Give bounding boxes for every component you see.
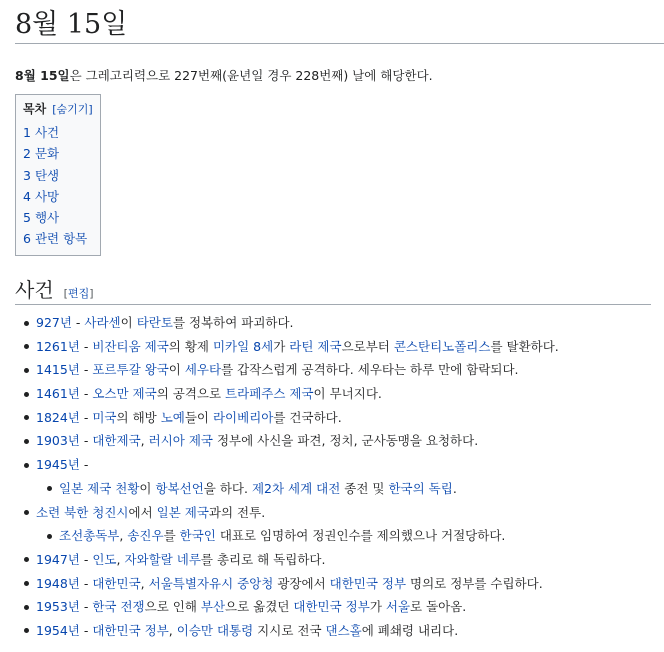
toc-item[interactable] (23, 143, 93, 164)
wiki-link[interactable]: 대한민국 정부 (92, 622, 169, 638)
toc-header (23, 100, 93, 118)
section-title: 사건 (15, 278, 54, 302)
event-text: 로 돌아옴. (410, 599, 467, 615)
wiki-link[interactable]: 미국 (92, 409, 117, 425)
wiki-link[interactable]: 1903년 (36, 433, 80, 449)
toc-item-number: 2 (23, 146, 31, 162)
toc-item-number: 5 (23, 210, 31, 226)
event-text: 이 (120, 315, 137, 330)
wiki-link[interactable]: 1415년 (36, 362, 80, 378)
event-text: 의 해방 (116, 409, 161, 425)
toc-item-link[interactable]: 행사 (34, 210, 60, 226)
list-item (15, 595, 664, 619)
event-text: 의 공격으로 (156, 386, 226, 402)
event-text: 대표로 임명하여 정권인수를 제의했으나 거절당하다. (215, 528, 506, 544)
event-text: 광장에서 (273, 575, 330, 591)
event-text: 들이 (184, 409, 213, 425)
toc-item[interactable] (23, 122, 93, 143)
toc-title: 목차 (23, 102, 47, 116)
event-text: , (116, 551, 125, 567)
intro-bold-term: 8월 15일 (15, 68, 70, 83)
event-text: - (79, 551, 93, 567)
event-text: - (79, 409, 93, 425)
event-text: 으로 인해 (144, 599, 201, 615)
section-heading-events (15, 276, 651, 305)
event-text: , (168, 622, 177, 638)
wiki-link[interactable]: 대한민국 (92, 575, 141, 591)
event-text: , (140, 575, 149, 591)
wiki-link[interactable]: 조선총독부 (59, 528, 120, 544)
toc-item-number: 6 (23, 231, 31, 247)
event-text: 종전 및 (340, 480, 389, 496)
toc-item-link[interactable]: 사망 (34, 188, 60, 204)
wiki-link[interactable]: 서울특별자유시 (148, 575, 234, 591)
wiki-link[interactable]: 대통령 (216, 622, 254, 638)
wiki-link[interactable]: 1261년 (36, 338, 80, 354)
event-text: 이 (168, 362, 185, 378)
list-item (15, 453, 664, 477)
toc-item-number: 1 (23, 125, 31, 140)
list-item (15, 619, 664, 643)
event-text: - (79, 338, 93, 354)
wiki-link[interactable]: 자와할랄 네루 (124, 551, 201, 567)
wiki-link[interactable]: 인도 (92, 551, 117, 567)
event-text: , (119, 528, 128, 544)
toc-list (23, 122, 93, 250)
wiki-link[interactable]: 대한제국 (92, 433, 141, 449)
wiki-link[interactable]: 제2차 세계 대전 (251, 480, 341, 496)
section-edit (64, 287, 94, 300)
toc-item-number: 3 (23, 167, 31, 183)
toc-hide-link[interactable]: [숨기기] (52, 103, 93, 116)
wiki-link[interactable]: 송진우 (127, 528, 164, 544)
list-item (15, 572, 664, 596)
list-item (15, 311, 664, 335)
event-text: 의 황제 (168, 338, 213, 354)
event-text: 가 (369, 599, 386, 615)
intro-paragraph (15, 68, 664, 84)
wiki-link[interactable]: 1948년 (36, 575, 80, 591)
wiki-link[interactable]: 천황 (115, 480, 140, 496)
event-text: - (79, 362, 93, 378)
event-text: 이 (139, 480, 156, 496)
toc-item[interactable] (23, 186, 93, 207)
table-of-contents (15, 94, 101, 256)
wiki-link[interactable]: 비잔티움 제국 (92, 338, 169, 354)
event-text: - (79, 622, 93, 638)
list-item (15, 382, 664, 406)
wiki-link[interactable]: 중앙청 (237, 575, 274, 591)
event-text: - (79, 599, 93, 615)
wiki-link[interactable]: 포르투갈 왕국 (92, 362, 169, 378)
event-text: 이 무너지다. (313, 386, 382, 402)
wiki-link[interactable]: 사라센 (84, 315, 121, 330)
wiki-link[interactable]: 세우타 (184, 362, 222, 378)
event-text: 정부에 사신을 파견, 정치, 군사동맹을 요청하다. (212, 433, 479, 449)
wiki-link[interactable]: 노예 (160, 409, 185, 425)
event-text: 에 폐쇄령 내리다. (361, 622, 459, 638)
sub-list-item (15, 477, 664, 501)
event-text: 으로 옮겼던 (225, 599, 294, 615)
wiki-link[interactable]: 청진시 (92, 504, 129, 520)
list-item (15, 406, 664, 430)
toc-item-link[interactable]: 탄생 (34, 167, 60, 183)
wiki-link[interactable]: 항복선언 (155, 480, 204, 496)
event-text: 를 건국하다. (273, 409, 342, 425)
wiki-link[interactable]: 트라페주스 제국 (225, 386, 314, 402)
wiki-link[interactable]: 이승만 (176, 622, 213, 638)
toc-item[interactable] (23, 165, 93, 186)
wiki-link[interactable]: 한국인 (179, 528, 216, 544)
toc-item-link[interactable]: 사건 (34, 125, 60, 140)
event-text: , (140, 433, 149, 449)
wiki-link[interactable]: 북한 (64, 504, 89, 520)
edit-bracket-close: ] (89, 287, 94, 300)
wiki-link[interactable]: 오스만 제국 (92, 386, 157, 402)
toc-item-link[interactable]: 관련 항목 (34, 231, 88, 247)
toc-item-number: 4 (23, 188, 31, 204)
toc-item[interactable] (23, 207, 93, 228)
list-item (15, 548, 664, 572)
wiki-link[interactable]: 소련 (36, 504, 61, 520)
wiki-link[interactable]: 1461년 (36, 386, 80, 402)
event-text: 를 (163, 528, 180, 544)
wiki-link[interactable]: 라이베리아 (212, 409, 274, 425)
event-text: - (79, 457, 89, 473)
event-text: . (452, 480, 457, 496)
toc-item-link[interactable]: 문화 (34, 146, 60, 162)
event-text: 를 갑작스럽게 공격하다. 세우타는 하루 만에 함락되다. (221, 362, 519, 378)
list-item (15, 335, 664, 359)
page-title: 8월 15일 (15, 0, 664, 44)
event-text: - (71, 315, 85, 330)
event-text: 으로부터 (341, 338, 394, 354)
event-text: 지시로 전국 (253, 622, 326, 638)
wiki-link[interactable]: 1945년 (36, 457, 80, 473)
wiki-link[interactable]: 대한민국 정부 (329, 575, 407, 591)
wiki-link[interactable]: 댄스홀 (325, 622, 362, 638)
wiki-link[interactable]: 일본 제국 (59, 480, 112, 496)
wiki-link[interactable]: 러시아 제국 (148, 433, 213, 449)
intro-text: 은 그레고리력으로 227번째(윤년일 경우 228번째) 날에 해당한다. (69, 68, 433, 83)
event-text: 를 정복하여 파괴하다. (172, 315, 294, 330)
wiki-link[interactable]: 1947년 (36, 551, 80, 567)
events-list (15, 311, 664, 643)
event-text: 명의로 정부를 수립하다. (406, 575, 543, 591)
wiki-link[interactable]: 1953년 (36, 599, 80, 615)
wiki-link[interactable]: 미카일 8세 (212, 338, 274, 354)
wiki-link[interactable]: 부산 (200, 599, 226, 615)
wiki-link[interactable]: 대한민국 정부 (293, 599, 370, 615)
edit-bracket-open: [ (63, 287, 68, 300)
event-text: - (79, 433, 93, 449)
event-text: 과의 전투. (208, 504, 266, 520)
wiki-link[interactable]: 927년 (36, 315, 72, 330)
sub-list-item (15, 524, 664, 548)
event-text: 를 탈환하다. (490, 338, 559, 354)
wiki-link[interactable]: 타란토 (136, 315, 173, 330)
wiki-link[interactable]: 한국의 독립 (388, 480, 453, 496)
wiki-link[interactable]: 콘스탄티노폴리스 (393, 338, 491, 354)
event-text: - (79, 386, 93, 402)
list-item (15, 429, 664, 453)
event-text: - (79, 575, 93, 591)
event-text: 에서 (128, 504, 157, 520)
toc-item[interactable] (23, 228, 93, 249)
list-item (15, 501, 664, 525)
wiki-link[interactable]: 1824년 (36, 409, 80, 425)
wiki-link[interactable]: 1954년 (36, 622, 80, 638)
wiki-link[interactable]: 라틴 제국 (289, 338, 342, 354)
list-item (15, 358, 664, 382)
wiki-link[interactable]: 한국 전쟁 (92, 599, 145, 615)
edit-link[interactable]: 편집 (67, 287, 90, 300)
wiki-link[interactable]: 일본 제국 (156, 504, 209, 520)
wiki-link[interactable]: 서울 (385, 599, 411, 615)
event-text: 가 (273, 338, 290, 354)
event-text: 를 총리로 해 독립하다. (200, 551, 326, 567)
event-text: 을 하다. (203, 480, 252, 496)
